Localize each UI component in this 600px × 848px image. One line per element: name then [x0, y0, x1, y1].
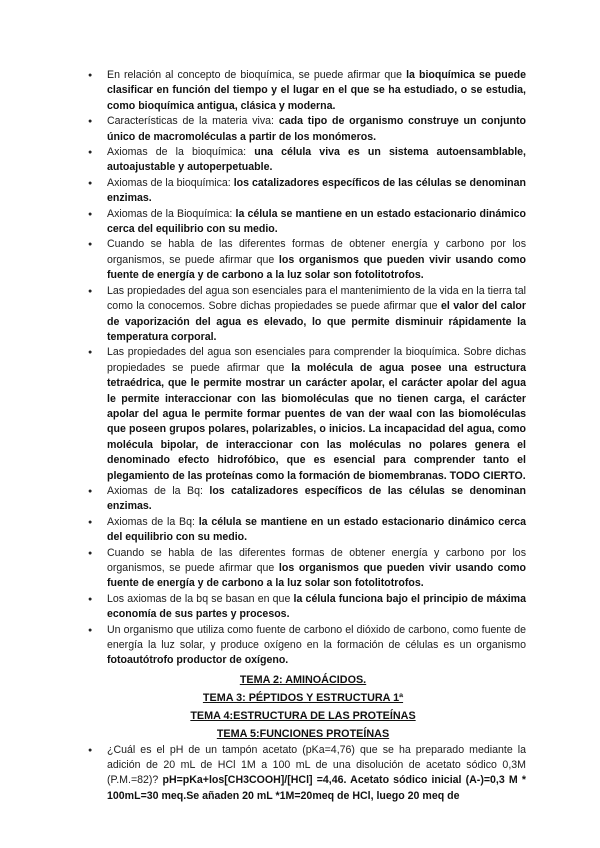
list-item	[80, 743, 526, 805]
item-answer: la célula funciona bajo el principio de máxima economía de sus partes y procesos.	[107, 592, 526, 621]
list-item	[80, 484, 526, 515]
item-answer: pH=pKa+los[CH3COOH]/[HCl] =4,46. Acetato sódico inicial (A-)=0,3 M * 100mL=30 meq.Se añaden 20 mL *1M=20meq de HCl, luego 20 meq de	[107, 774, 526, 802]
item-answer: los organismos que pueden vivir usando como fuente de energía y de carbono a la luz solar son fotolitotrofos.	[107, 253, 527, 282]
list-item	[80, 345, 526, 484]
topic-heading: TEMA 4:ESTRUCTURA DE LAS PROTEÍNAS	[190, 710, 416, 723]
item-answer: cada tipo de organismo construye un conjunto único de macromoléculas a partir de los monómeros.	[107, 115, 527, 143]
list-item	[80, 515, 526, 546]
item-text: En relación al concepto de bioquímica, se puede afirmar que	[107, 69, 407, 81]
item-text: Un organismo que utiliza como fuente de carbono el dióxido de carbono, como fuente de energía la luz solar, y produce oxígeno en la formación de células es un organismo	[107, 623, 526, 652]
item-answer: la célula se mantiene en un estado estacionario dinámico cerca del equilibrio con su medio.	[107, 207, 526, 236]
item-answer: la célula se mantiene en un estado estacionario dinámico cerca del equilibrio con su medio.	[107, 515, 526, 544]
item-text: Axiomas de la Bq:	[107, 515, 199, 528]
list-item	[80, 176, 526, 207]
list-item	[80, 68, 526, 114]
list-item	[80, 207, 526, 238]
item-answer: los catalizadores específicos de las células se denominan enzimas.	[107, 484, 526, 513]
list-item	[80, 284, 526, 346]
list-item	[80, 237, 526, 283]
item-text: Axiomas de la bioquímica:	[107, 176, 234, 189]
item-text: ¿Cuál es el pH de un tampón acetato (pKa=4,76) que se ha preparado mediante la adición de 20 mL de HCl 1M a 100 mL de una disolución de acetato sódico 0,3M (P.M.=82)?	[107, 743, 526, 787]
item-text: Axiomas de la Bq:	[107, 484, 210, 497]
item-answer: una célula viva es un sistema autoensamblable, autoajustable y autoperpetuable.	[107, 146, 526, 174]
item-answer: los catalizadores específicos de las células se denominan enzimas.	[107, 176, 526, 205]
item-answer: fotoautótrofo productor de oxígeno.	[107, 654, 289, 667]
item-answer: la molécula de agua posee una estructura tetraédrica, que le permite mostrar un carácter apolar, el carácter apolar del agua le permite interaccionar con las biomoléculas que no tienen carga, el carácter apolar del agua le permite formar puentes de van der waal con las biomoléculas que poseen grupos polares, polarizables, o inicios. La incapacidad del agua, como molécula bipolar, de interaccionar con las moléculas no polares genera el denominado efecto hidrofóbico, que es esencial para comprender tanto el plegamiento de las proteínas como la formación de biomembranas. TODO CIERTO.	[107, 361, 526, 482]
item-answer: el valor del calor de vaporización del agua es elevado, lo que permite disminuir rápidamente la temperatura corporal.	[107, 300, 526, 343]
item-answer: la bioquímica se puede clasificar en función del tiempo y el lugar en el que se ha estudiado, o se estudia, como bioquímica antigua, clásica y moderna.	[107, 69, 526, 112]
item-text: Cuando se habla de las diferentes formas de obtener energía y carbono por los organismos, se puede afirmar que	[107, 546, 526, 574]
item-text: Axiomas de la Bioquímica:	[107, 207, 236, 220]
list-item	[80, 114, 526, 145]
topic-heading: TEMA 3: PÉPTIDOS Y ESTRUCTURA 1ª	[202, 692, 404, 705]
list-item	[80, 145, 526, 176]
topic-heading: TEMA 2: AMINOÁCIDOS.	[239, 673, 367, 686]
topic-headings	[80, 670, 526, 743]
list-item	[80, 623, 526, 669]
topic-heading: TEMA 5:FUNCIONES PROTEÍNAS	[216, 728, 390, 741]
bullet-list-questions	[80, 743, 526, 805]
item-answer: los organismos que pueden vivir usando como fuente de energía y de carbono a la luz solar son fotolitotrofos.	[107, 562, 527, 590]
list-item	[80, 592, 526, 623]
item-text: Las propiedades del agua son esenciales para el mantenimiento de la vida en la tierra tal como la conocemos. Sobre dichas propiedades se puede afirmar que	[107, 284, 526, 313]
bullet-list	[80, 68, 526, 669]
item-text: Las propiedades del agua son esenciales para comprender la bioquímica. Sobre dichas propiedades se puede afirmar que	[107, 346, 526, 374]
document-body	[80, 68, 526, 804]
item-text: Axiomas de la bioquímica:	[107, 146, 255, 159]
item-text: Los axiomas de la bq se basan en que	[107, 592, 294, 605]
item-text: Cuando se habla de las diferentes formas de obtener energía y carbono por los organismos, se puede afirmar que	[107, 238, 526, 266]
list-item	[80, 546, 526, 592]
item-text: Características de la materia viva:	[107, 115, 279, 128]
